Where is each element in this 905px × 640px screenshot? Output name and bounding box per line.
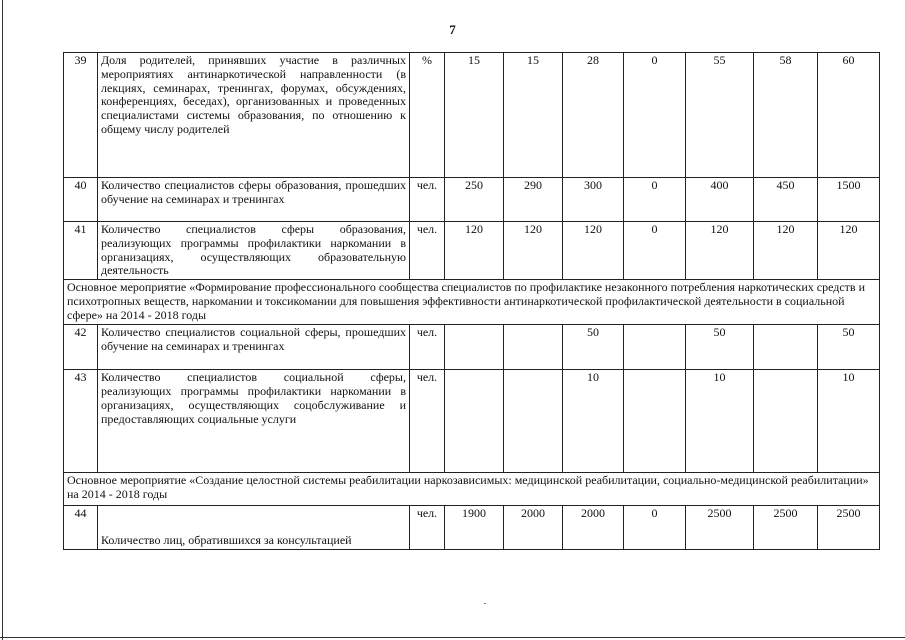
value-cell: 120 <box>686 222 754 280</box>
value-cell: 120 <box>563 222 624 280</box>
value-cell: 0 <box>624 178 686 222</box>
value-cell <box>445 370 504 473</box>
value-cell: 10 <box>818 370 880 473</box>
table-row <box>64 370 880 473</box>
row-number: 44 <box>64 506 98 550</box>
indicator-name: Доля родителей, принявших участие в различных мероприятиях антинаркотической направленности (в лекциях, семинарах, тренингах, форумах, обсуждениях, конференциях, беседах), организованных и проведенных специалистами системы образования, по отношению к общему числу родителей <box>98 53 410 178</box>
indicator-name-text: Количество лиц, обратившихся за консультацией <box>101 533 352 548</box>
value-cell: 10 <box>563 370 624 473</box>
value-cell: 300 <box>563 178 624 222</box>
value-cell: 400 <box>686 178 754 222</box>
unit: чел. <box>410 178 445 222</box>
section-row <box>64 280 880 325</box>
unit: чел. <box>410 325 445 370</box>
value-cell: 1500 <box>818 178 880 222</box>
value-cell: 290 <box>504 178 563 222</box>
table-row <box>64 178 880 222</box>
table-body <box>64 53 880 550</box>
indicator-name: Количество специалистов социальной сферы, прошедших обучение на семинарах и тренингах <box>98 325 410 370</box>
value-cell: 0 <box>624 53 686 178</box>
value-cell: 0 <box>624 506 686 550</box>
table-row <box>64 222 880 280</box>
value-cell: 28 <box>563 53 624 178</box>
value-cell <box>624 370 686 473</box>
value-cell: 0 <box>624 222 686 280</box>
table-row <box>64 325 880 370</box>
row-number: 43 <box>64 370 98 473</box>
value-cell: 55 <box>686 53 754 178</box>
unit: % <box>410 53 445 178</box>
row-number: 41 <box>64 222 98 280</box>
indicator-name: Количество специалистов сферы образования, реализующих программы профилактики наркомании в организациях, осуществляющих образовательную деятельность <box>98 222 410 280</box>
indicator-name: Количество специалистов социальной сферы, реализующих программы профилактики наркомании в организациях, осуществляющих соцобслуживание и предоставляющих социальные услуги <box>98 370 410 473</box>
value-cell: 120 <box>818 222 880 280</box>
value-cell: 450 <box>754 178 818 222</box>
table-row <box>64 506 880 550</box>
unit: чел. <box>410 222 445 280</box>
value-cell <box>504 370 563 473</box>
value-cell: 50 <box>563 325 624 370</box>
value-cell: 60 <box>818 53 880 178</box>
value-cell <box>445 325 504 370</box>
value-cell: 10 <box>686 370 754 473</box>
value-cell: 120 <box>445 222 504 280</box>
value-cell <box>504 325 563 370</box>
indicator-name <box>98 506 410 550</box>
indicator-name: Количество специалистов сферы образования, прошедших обучение на семинарах и тренингах <box>98 178 410 222</box>
value-cell: 2500 <box>686 506 754 550</box>
scan-left-edge <box>2 0 3 640</box>
value-cell <box>754 370 818 473</box>
value-cell: 50 <box>818 325 880 370</box>
value-cell <box>624 325 686 370</box>
value-cell: 2500 <box>818 506 880 550</box>
scan-speck <box>484 603 486 604</box>
scan-bottom-edge <box>0 637 905 638</box>
indicators-table <box>63 52 880 550</box>
value-cell: 50 <box>686 325 754 370</box>
value-cell: 120 <box>504 222 563 280</box>
unit: чел. <box>410 370 445 473</box>
unit: чел. <box>410 506 445 550</box>
section-row <box>64 473 880 506</box>
table-row <box>64 53 880 178</box>
page-number: 7 <box>449 22 456 37</box>
value-cell: 15 <box>504 53 563 178</box>
row-number: 39 <box>64 53 98 178</box>
value-cell: 58 <box>754 53 818 178</box>
value-cell: 2000 <box>563 506 624 550</box>
row-number: 40 <box>64 178 98 222</box>
section-heading: Основное мероприятие «Создание целостной системы реабилитации наркозависимых: медицинской реабилитации, социально-медицинской реабилитации» на 2014 - 2018 годы <box>64 473 880 506</box>
value-cell: 120 <box>754 222 818 280</box>
value-cell: 2500 <box>754 506 818 550</box>
value-cell: 15 <box>445 53 504 178</box>
value-cell: 250 <box>445 178 504 222</box>
value-cell: 2000 <box>504 506 563 550</box>
row-number: 42 <box>64 325 98 370</box>
value-cell: 1900 <box>445 506 504 550</box>
value-cell <box>754 325 818 370</box>
section-heading: Основное мероприятие «Формирование профессионального сообщества специалистов по профилактике незаконного потребления наркотических средств и психотропных веществ, наркомании и токсикомании для повышения эффективности антинаркотической профилактической деятельности в социальной сфере» на 2014 - 2018 годы <box>64 280 880 325</box>
